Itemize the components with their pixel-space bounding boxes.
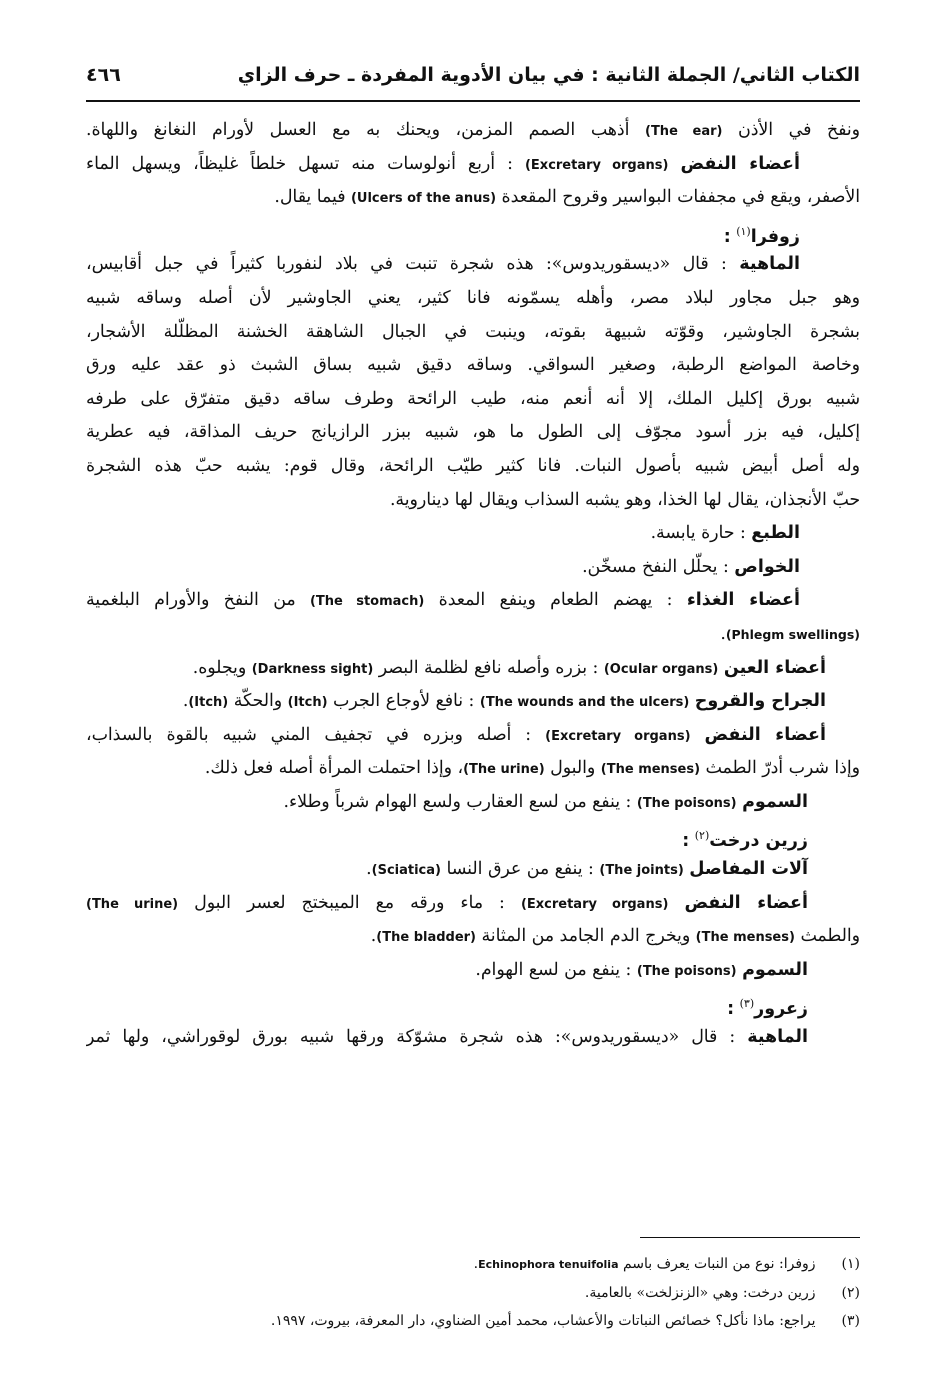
section-heading: أعضاء الغذاء: [686, 590, 800, 611]
text-line: (Phlegm swellings).: [720, 623, 860, 644]
footnote-number: (٢): [841, 1285, 860, 1301]
footnote-number: (٣): [841, 1313, 860, 1329]
text-line: زوفرا$^{(١)}$ :: [723, 224, 800, 247]
footnotes: [78, 1250, 860, 1335]
section-heading: أعضاء العين: [723, 657, 826, 678]
footnote: (٢) زرين درخت: وهي «الزنزلخت» بالعامية.: [78, 1279, 860, 1307]
text-line: آلات المفاصل (The joints) : ينفع من عرق النسا (Sciatica).: [366, 859, 808, 880]
text-line: الماهية : قال «ديسقوريدوس»: هذه شجرة تنبت في بلاد لنفوربا كثيراً في جبل أقابيس،: [86, 254, 800, 275]
text-line: شبيه بورق إكليل الملك، إلا أنه أنعم منه، طيب الرائحة وطرف ساقه دقيق متفرّق على طرفه: [86, 388, 860, 409]
text-line: وخاصة المواضع الرطبة، وصغير السواقي. وساقه دقيق شبيه بساق الشبث ذو عقد عليه ورق: [86, 355, 860, 376]
running-title: الكتاب الثاني/ الجملة الثانية : في بيان الأدوية المفردة ـ حرف الزاي: [237, 64, 860, 86]
section-heading: الطبع: [751, 523, 800, 544]
text-line: الأصفر، ويقع في مجففات البواسير وقروح المقعدة (Ulcers of the anus) فيما يقال.: [274, 187, 860, 208]
footnote: (٣) يراجع: ماذا نأكل؟ خصائص النباتات والأعشاب، محمد أمين الضناوي، دار المعرفة، بيروت، ١٩٩٧.: [78, 1307, 860, 1335]
text-line: إكليل، فيه بزر أسود مجوّف إلى الطول ما هو، شبيه ببزر الرازيانج حريف المذاقة، فيه عطرية: [86, 422, 860, 443]
text-line: زرين درخت$^{(٢)}$ :: [682, 829, 808, 852]
header-rule: [86, 100, 860, 102]
text-line: أعضاء النفض (Excretary organs) : أصله وبزره في تجفيف المني شبيه بالقوة بالسذاب،: [86, 724, 826, 745]
section-heading: أعضاء النفض: [680, 153, 800, 174]
section-heading: الماهية: [739, 254, 800, 275]
text-line: وهو جبل مجاور لبلاد مصر، وأهله يسمّونه فانا كثير، يعني الجاوشير لأن أصله وساقه شبيه: [86, 287, 860, 308]
entry-heading: زعرور: [754, 999, 808, 1020]
entry-heading: زرين درخت: [709, 831, 808, 852]
section-heading: الخواص: [734, 556, 800, 577]
text-line: الماهية : قال «ديسقوريدوس»: هذه شجرة مشوّكة ورقها شبيه بورق لوقوراشي، ولها ثمر: [86, 1027, 808, 1048]
section-heading: آلات المفاصل: [689, 859, 808, 880]
footnote-rule: [640, 1237, 860, 1238]
footnote: (١) زوفرا: نوع من النبات يعرف باسم Echinophora tenuifolia.: [78, 1250, 860, 1279]
text-line: أعضاء العين (Ocular organs) : بزره وأصله نافع لظلمة البصر (Darkness sight) ويجلوه.: [192, 657, 826, 678]
page-number: ٤٦٦: [86, 64, 121, 86]
footnote-number: (١): [841, 1256, 860, 1272]
section-heading: أعضاء النفض: [684, 892, 808, 913]
footnote-ref[interactable]: (٣): [739, 997, 755, 1011]
text-line: الخواص : يحلّل النفخ مسخّن.: [582, 556, 800, 577]
section-heading: الجراح والقروح: [694, 691, 826, 712]
text-line: بشجرة الجاوشير، وقوّته شبيهة بقوته، وينبت في الجبال الشاهقة الخشنة المظلّلة الأشجار،: [86, 321, 860, 342]
text-line: السموم (The poisons) : ينفع من لسع العقارب ولسع الهوام شرباً وطلاء.: [283, 791, 808, 812]
text-line: الطبع : حارة يابسة.: [650, 523, 800, 544]
footnote-ref[interactable]: (٢): [694, 829, 710, 843]
section-heading: الماهية: [747, 1027, 808, 1048]
text-line: أعضاء الغذاء : يهضم الطعام وينفع المعدة (The stomach) من النفخ والأورام البلغمية: [86, 590, 800, 611]
text-line: السموم (The poisons) : ينفع من لسع الهوام.: [475, 959, 808, 980]
section-heading: السموم: [742, 791, 808, 812]
entry-heading: زوفرا: [750, 226, 800, 247]
text-line: وإذا شرب أدرّ الطمث (The menses) والبول (The urine)، وإذا احتملت المرأة أصله فعل ذلك.: [204, 758, 860, 779]
text-line: أعضاء النفض (Excretary organs) : ماء ورقه مع الميبختج لعسر البول (The urine): [86, 892, 808, 913]
text-line: ونفخ في الأذن (The ear) أذهب الصمم المزمن، ويحنك به مع العسل لأورام النغانغ واللهاة.: [86, 120, 860, 140]
section-heading: أعضاء النفض: [704, 724, 826, 745]
text-line: وله أصل أبيض شبيه بأصول النبات. فانا كثير طيّب الرائحة، وقال قوم: يشبه حبّ هذه الشجرة: [86, 455, 860, 476]
section-heading: السموم: [742, 959, 808, 980]
text-line: أعضاء النفض (Excretary organs) : أربع أنولوسات منه تسهل خلطاً غليظاً، ويسهل الماء: [86, 153, 800, 174]
text-line: حبّ الأنجذان، يقال لها الخذا، وهو يشبه السذاب ويقال لها ديناروية.: [389, 489, 860, 510]
text-line: والطمث (The menses) ويخرج الدم الجامد من المثانة (The bladder).: [370, 926, 860, 947]
main-text: [86, 114, 860, 1055]
footnote-ref[interactable]: (١): [736, 224, 751, 238]
text-line: زعرور$^{(٣)}$ :: [727, 997, 808, 1020]
text-line: الجراح والقروح (The wounds and the ulcers) : نافع لأوجاع الجرب (Itch) والحكّة (Itch).: [182, 691, 826, 712]
page-header: [86, 56, 860, 94]
